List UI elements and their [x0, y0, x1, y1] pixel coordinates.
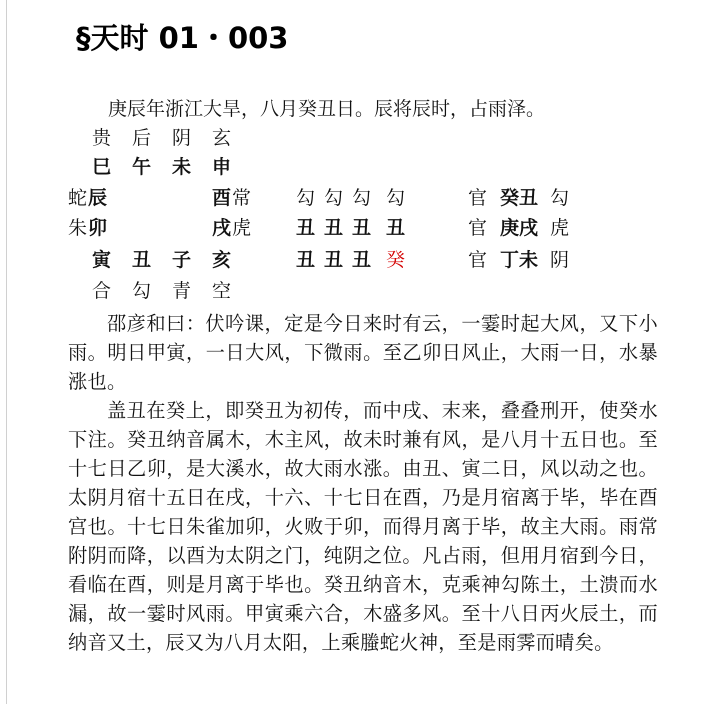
page-edge-rule: [6, 0, 7, 704]
lesson-general: 勾: [352, 187, 372, 209]
lesson-general: 勾: [386, 187, 406, 209]
transmission-general: 勾: [550, 187, 570, 209]
lesson-lower-day-stem: 癸: [386, 249, 406, 271]
branch-cell: 酉: [212, 187, 232, 209]
branch-cell: 申: [212, 156, 232, 178]
transmission-general: 虎: [550, 217, 570, 239]
general-cell: 勾: [132, 280, 152, 302]
general-cell: 朱: [68, 217, 88, 239]
general-cell: 合: [92, 280, 112, 302]
lesson-upper: 丑: [296, 217, 316, 239]
general-cell: 玄: [212, 127, 232, 149]
branch-cell: 午: [132, 156, 152, 178]
branch-cell: 巳: [92, 156, 112, 178]
analysis-paragraph: 盖丑在癸上，即癸丑为初传，而中戌、末来，叠叠刑开，使癸水下注。癸丑纳音属木，木主风，故未时兼有风，是八月十五日也。至十七日乙卯，是大溪水，故大雨水涨。由丑、寅二日，风以动之也。太阴月宿十五日在戌，十六、十七日在酉，乃是月宿离于毕，毕在酉宫也。十七日朱雀加卯，火败于卯，而得月离于毕，故主大雨。雨常附阴而降，以酉为太阴之门，纯阴之位。凡占雨，但用月宿到今日，看临在酉，则是月离于毕也。癸丑纳音木，克乘神勾陈土，土溃而水漏，故一霎时风雨。甲寅乘六合，木盛多风。至十八日丙火辰土，而纳音又土，辰又为八月太阳，上乘螣蛇火神，至是雨霁而晴矣。: [68, 399, 658, 654]
branch-cell: 寅: [92, 249, 112, 271]
lesson-general: 勾: [296, 187, 316, 209]
branch-cell: 未: [172, 156, 192, 178]
lesson-general: 勾: [324, 187, 344, 209]
general-cell: 蛇: [68, 187, 88, 209]
general-cell: 青: [172, 280, 192, 302]
lesson-lower: 丑: [296, 249, 316, 271]
branch-cell: 亥: [212, 249, 232, 271]
general-cell: 常: [232, 187, 252, 209]
general-cell: 后: [132, 127, 152, 149]
lesson-lower: 丑: [352, 249, 372, 271]
transmission-stem-branch: 癸丑: [500, 187, 539, 209]
general-cell: 空: [212, 280, 232, 302]
transmission-relation: 官: [468, 217, 488, 239]
lesson-upper: 丑: [324, 217, 344, 239]
lesson-upper: 丑: [386, 217, 406, 239]
lesson-lower: 丑: [324, 249, 344, 271]
page-title: §天时 01・003: [76, 21, 289, 55]
case-intro: 庚辰年浙江大旱，八月癸丑日。辰将辰时，占雨泽。: [108, 98, 546, 120]
general-cell: 阴: [172, 127, 192, 149]
transmission-stem-branch: 庚戌: [500, 217, 539, 239]
commentary-paragraph: 邵彦和曰：伏吟课，定是今日来时有云，一霎时起大风，又下小雨。明日甲寅，一日大风，下微雨。至乙卯日风止，大雨一日，水暴涨也。: [68, 312, 658, 393]
general-cell: 虎: [232, 217, 252, 239]
branch-cell: 戌: [212, 217, 232, 239]
branch-cell: 辰: [88, 187, 108, 209]
branch-cell: 卯: [88, 217, 108, 239]
branch-cell: 子: [172, 249, 192, 271]
branch-cell: 丑: [132, 249, 152, 271]
general-cell: 贵: [92, 127, 112, 149]
transmission-stem-branch: 丁未: [500, 249, 539, 271]
transmission-relation: 官: [468, 187, 488, 209]
lesson-upper: 丑: [352, 217, 372, 239]
transmission-relation: 官: [468, 249, 488, 271]
transmission-general: 阴: [550, 249, 570, 271]
